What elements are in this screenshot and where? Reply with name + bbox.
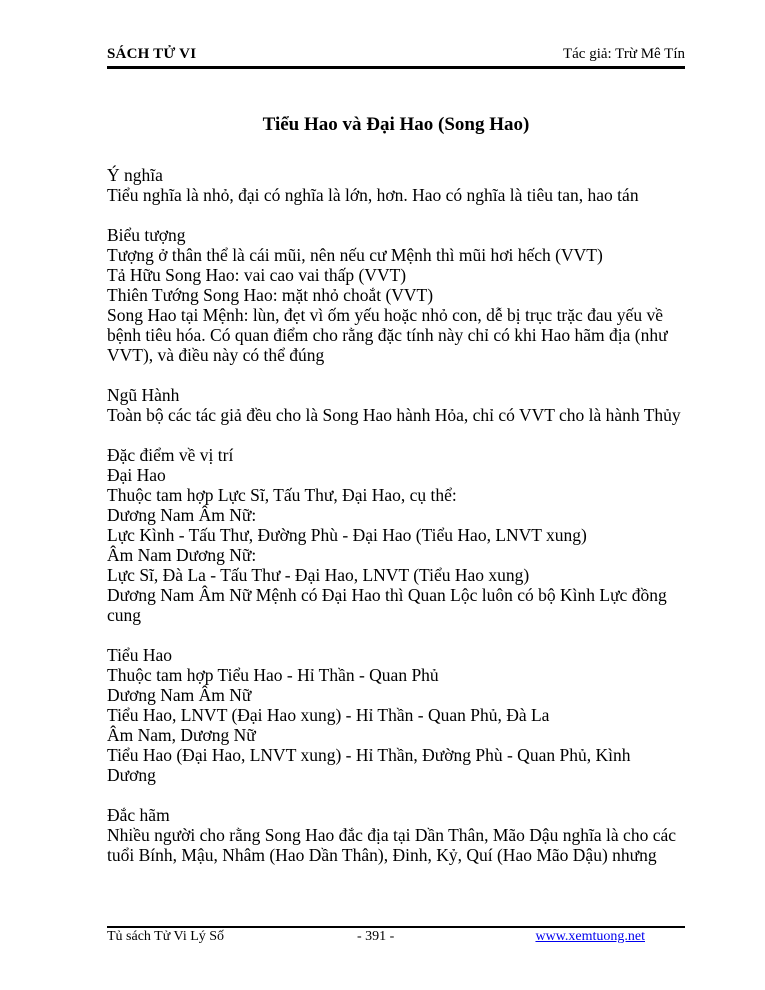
text-line: Lực Sĩ, Đà La - Tấu Thư - Đại Hao, LNVT (Tiểu Hao xung): [107, 565, 530, 585]
text-line: Đặc điểm về vị trí: [107, 445, 234, 465]
text-line: Tiểu Hao: [107, 645, 172, 665]
body-text: [107, 165, 692, 865]
book-title: SÁCH TỬ VI: [107, 46, 197, 62]
paragraph-gap: [107, 365, 692, 385]
text-line: Song Hao tại Mệnh: lùn, đẹt vì ốm yếu hoặc nhỏ con, dễ bị trục trặc đau yếu về: [107, 305, 663, 325]
paragraph-gap: [107, 425, 692, 445]
text-line: Đại Hao: [107, 465, 166, 485]
text-line: Thuộc tam hợp Lực Sĩ, Tấu Thư, Đại Hao, cụ thể:: [107, 485, 457, 505]
text-line: cung: [107, 605, 142, 625]
text-line: Tả Hữu Song Hao: vai cao vai thấp (VVT): [107, 265, 407, 285]
page-title: Tiểu Hao và Đại Hao (Song Hao): [262, 114, 530, 135]
text-line: Ngũ Hành: [107, 385, 180, 405]
header-divider: [107, 66, 685, 69]
text-line: Đắc hãm: [107, 805, 170, 825]
text-line: Tiểu Hao, LNVT (Đại Hao xung) - Hỉ Thần - Quan Phủ, Đà La: [107, 705, 550, 725]
text-line: Dương Nam Âm Nữ: [107, 685, 252, 705]
text-line: Dương Nam Âm Nữ Mệnh có Đại Hao thì Quan Lộc luôn có bộ Kình Lực đồng: [107, 585, 667, 605]
text-line: Nhiều người cho rằng Song Hao đắc địa tại Dần Thân, Mão Dậu nghĩa là cho các: [107, 825, 677, 845]
text-line: tuổi Bính, Mậu, Nhâm (Hao Dần Thân), Đinh, Kỷ, Quí (Hao Mão Dậu) nhưng: [107, 845, 657, 865]
text-line: Dương Nam Âm Nữ:: [107, 505, 257, 525]
text-line: Thuộc tam hợp Tiểu Hao - Hỉ Thần - Quan Phủ: [107, 665, 439, 685]
text-line: Thiên Tướng Song Hao: mặt nhỏ choắt (VVT): [107, 285, 434, 305]
text-line: Tiểu nghĩa là nhỏ, đại có nghĩa là lớn, hơn. Hao có nghĩa là tiêu tan, hao tán: [107, 185, 639, 205]
text-line: Tượng ở thân thể là cái mũi, nên nếu cư Mệnh thì mũi hơi hếch (VVT): [107, 245, 603, 265]
text-line: Ý nghĩa: [107, 165, 163, 185]
paragraph-gap: [107, 785, 692, 805]
text-line: Biểu tượng: [107, 225, 186, 245]
footer-series: Tủ sách Tử Vi Lý Số: [107, 929, 225, 944]
text-line: Toàn bộ các tác giả đều cho là Song Hao hành Hỏa, chỉ có VVT cho là hành Thủy: [107, 405, 681, 425]
footer-divider: [107, 926, 685, 928]
text-line: Âm Nam, Dương Nữ: [107, 725, 256, 745]
paragraph-gap: [107, 205, 692, 225]
website-link[interactable]: www.xemtuong.net: [535, 929, 645, 944]
text-line: bệnh tiêu hóa. Có quan điểm cho rằng đặc tính này chỉ có khi Hao hãm địa (như: [107, 325, 668, 345]
text-line: Lực Kình - Tấu Thư, Đường Phù - Đại Hao (Tiểu Hao, LNVT xung): [107, 525, 587, 545]
page-header: [107, 46, 685, 66]
text-line: VVT), và điều này có thể đúng: [107, 345, 325, 365]
text-line: Âm Nam Dương Nữ:: [107, 545, 257, 565]
author-label: Tác giả: Trừ Mê Tín: [562, 46, 685, 62]
text-line: Tiểu Hao (Đại Hao, LNVT xung) - Hỉ Thần, Đường Phù - Quan Phủ, Kình: [107, 745, 631, 765]
text-line: Dương: [107, 765, 156, 785]
page-footer: [107, 929, 685, 947]
page-number: - 391 -: [357, 929, 395, 944]
paragraph-gap: [107, 625, 692, 645]
